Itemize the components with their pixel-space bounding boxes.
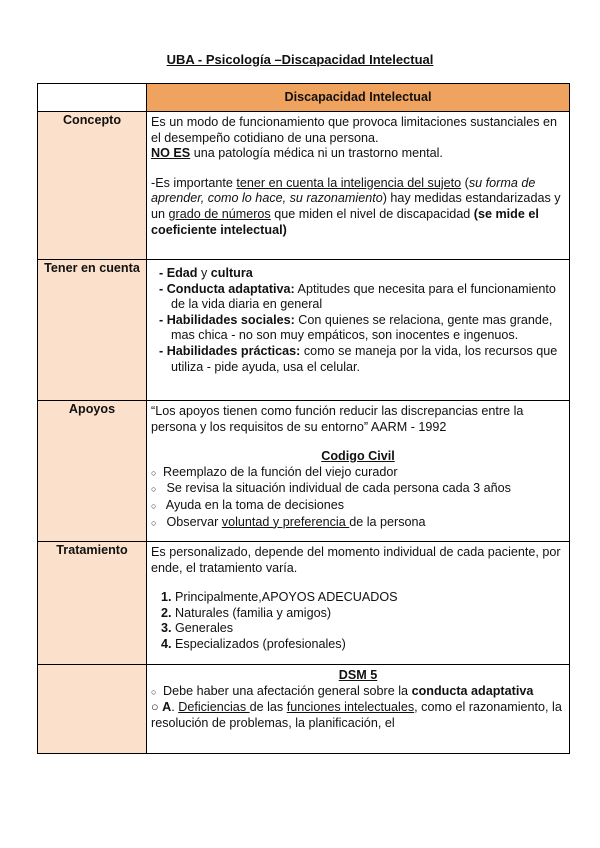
dsm-line2-d: , como el razonamiento, la resolución de problemas, la planificación, el [151,700,562,730]
concepto-p2-c: ) hay medidas estandarizadas y un [151,191,561,221]
circle-bullet-icon: ○ [151,517,157,528]
list-item: 1. Principalmente,APOYOS ADECUADOS [175,590,565,606]
tener-item-3-text: como se maneja por la vida, los recursos que utiliza - pide ayuda, usa el celular. [171,343,558,374]
document-title: UBA - Psicología –Discapacidad Intelectual [166,52,434,67]
dsm-line2-u2: funciones intelectuales [286,700,415,715]
dsm-line2-c: de las [249,700,287,715]
row-apoyos [38,401,570,542]
tener-item-1-bold: - Conducta adaptativa: [159,281,295,296]
concepto-p1: Es un modo de funcionamiento que provoca limitaciones sustanciales en el desempeño cotidiano de una persona. [151,115,558,145]
tener-list [151,266,565,375]
concepto-p2-d: que miden el nivel de discapacidad [270,206,474,221]
content-concepto [147,112,570,260]
list-item [159,266,565,282]
dsm-line1-bold: conducta adaptativa [411,683,534,698]
list-item [159,282,565,313]
label-tratamiento: Tratamiento [38,542,147,665]
dsm-title: DSM 5 [338,668,378,682]
concepto-p2-a: -Es importante [151,175,237,190]
concepto-p2-b: ( [461,175,469,190]
list-item: 3. Generales [175,621,565,637]
list-item [159,344,565,375]
concepto-p2-u2: grado de números [168,206,271,221]
dsm-line1 [151,684,565,701]
tratamiento-intro: Es personalizado, depende del momento individual de cada paciente, por ende, el tratamiento varía. [151,545,561,575]
apoyos-subtitle-wrap [151,449,565,465]
list-item [151,481,565,498]
list-item [159,313,565,344]
row-tratamiento [38,542,570,665]
circle-bullet-icon: ○ [151,467,157,478]
tener-item-3-bold: - Habilidades prácticas: [159,343,301,358]
dsm-line2 [151,700,565,731]
apoyos-item-3: Observar [163,514,222,529]
list-item [151,515,565,532]
tener-item-1-text: Aptitudes que necesita para el funcionamiento de la vida diaria en general [171,281,556,312]
dsm-line2-u1: Deficiencias [178,700,250,715]
content-table [37,83,570,754]
concepto-p2-i: su forma de aprender, como lo hace, su razonamiento [151,175,536,206]
circle-bullet-icon: ○ [151,686,157,697]
list-item: 4. Especializados (profesionales) [175,637,565,653]
apoyos-item-3-u: voluntad y preferencia [221,514,350,529]
content-tratamiento [147,542,570,665]
apoyos-list [151,465,565,531]
dsm-title-wrap [151,668,565,684]
label-apoyos: Apoyos [38,401,147,542]
concepto-p2-bold: (se mide el coeficiente intelectual) [151,206,539,237]
row-tener [38,260,570,401]
dsm-line1-text: Debe haber una afectación general sobre la [163,683,412,698]
dsm-line2-a: A [162,700,172,715]
tratamiento-list [151,590,565,652]
list-item [151,498,565,515]
apoyos-quote: “Los apoyos tienen como función reducir las discrepancias entre la persona y los requisitos de su entorno” AARM - 1992 [151,404,524,434]
content-dsm [147,665,570,754]
content-apoyos [147,401,570,542]
list-item: 2. Naturales (familia y amigos) [175,606,565,622]
row-dsm [38,665,570,754]
tener-item-0-bold: - Edad [159,266,198,280]
circle-bullet-icon: ○ [151,500,157,511]
list-item [151,465,565,482]
tener-item-2-bold: - Habilidades sociales: [159,312,295,327]
apoyos-subtitle: Codigo Civil [321,449,395,464]
tener-item-0-bold2: cultura [210,266,253,280]
header-blank-cell [38,84,147,112]
apoyos-item-0: Reemplazo de la función del viejo curador [163,464,398,479]
label-dsm [38,665,147,754]
content-tener [147,260,570,401]
apoyos-item-3-tail: de la persona [349,514,426,529]
table-header-row [38,84,570,112]
circle-bullet-icon: ○ [151,484,157,495]
tener-item-2-text: Con quienes se relaciona, gente mas grande, mas chica - no son muy empáticos, son inocentes e ingenuos. [171,312,553,343]
table-header: Discapacidad Intelectual [147,84,570,112]
no-es-text: NO ES [151,146,191,161]
concepto-p2 [151,176,565,238]
circle-bullet-icon: ○ [151,700,159,715]
apoyos-item-1: Se revisa la situación individual de cada persona cada 3 años [163,481,511,496]
label-tener: Tener en cuenta [38,260,147,401]
concepto-p1b-text: una patología médica ni un trastorno mental. [190,146,443,161]
tener-item-0-mid: y [197,266,211,280]
concepto-p2-u: tener en cuenta la inteligencia del sujeto [236,175,462,190]
row-concepto [38,112,570,260]
label-concepto: Concepto [38,112,147,260]
dsm-line2-b: . [171,700,179,715]
concepto-p1b [151,146,565,162]
apoyos-item-2: Ayuda en la toma de decisiones [163,497,345,512]
